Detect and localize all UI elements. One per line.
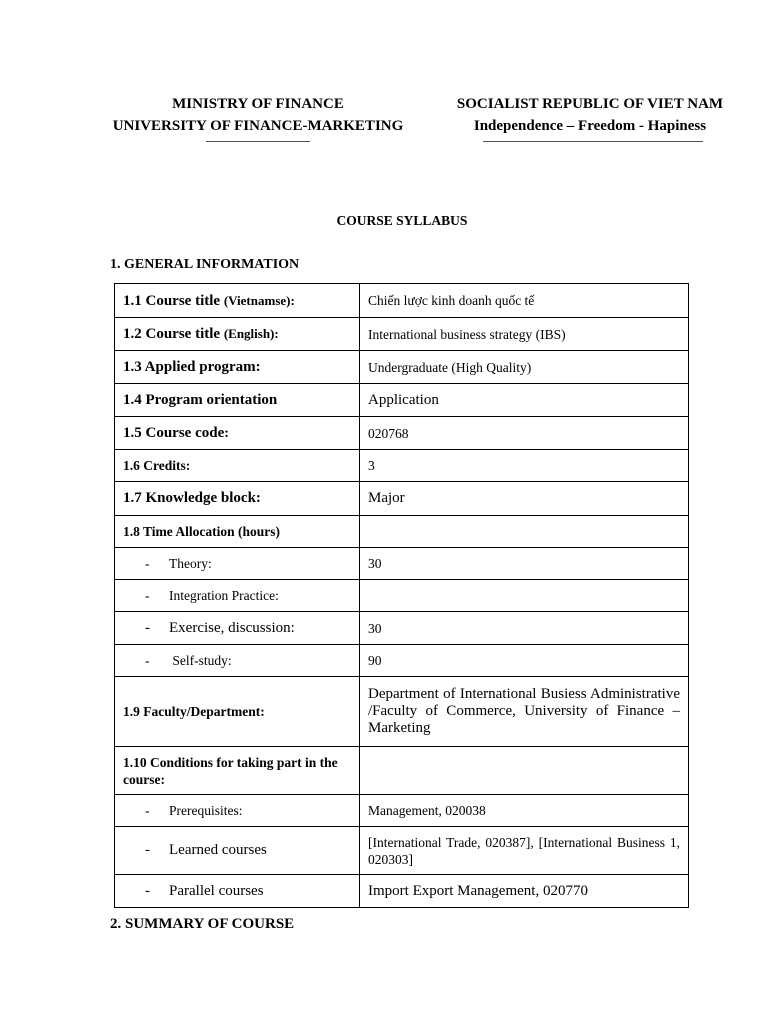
republic-header	[436, 93, 744, 137]
row-value: 30	[360, 612, 689, 645]
table-row	[115, 795, 689, 827]
left-header-underline	[206, 141, 310, 142]
republic-name: SOCIALIST REPUBLIC OF VIET NAM	[456, 96, 724, 112]
row-label: 1.8 Time Allocation (hours)	[115, 516, 360, 548]
row-value	[360, 516, 689, 548]
table-row	[115, 548, 689, 580]
table-row	[115, 747, 689, 795]
row-value: 30	[360, 548, 689, 580]
row-value: 90	[360, 645, 689, 677]
row-value: Chiến lược kinh doanh quốc tế	[360, 284, 689, 318]
row-label: 1.2 Course title (English):	[115, 318, 360, 351]
republic-motto: Independence – Freedom - Hapiness	[473, 118, 707, 134]
table-row	[115, 677, 689, 747]
document-title: COURSE SYLLABUS	[336, 213, 468, 228]
row-label: - Learned courses	[115, 827, 360, 875]
row-value	[360, 747, 689, 795]
table-row	[115, 482, 689, 516]
row-label: 1.10 Conditions for taking part in the course:	[115, 747, 360, 795]
row-label: - Integration Practice:	[115, 580, 360, 612]
row-value: [International Trade, 020387], [International Business 1, 020303]	[360, 827, 689, 875]
row-value: Management, 020038	[360, 795, 689, 827]
table-row	[115, 827, 689, 875]
row-label: - Theory:	[115, 548, 360, 580]
row-label: - Self-study:	[115, 645, 360, 677]
table-row	[115, 417, 689, 450]
table-row	[115, 645, 689, 677]
row-value: 3	[360, 450, 689, 482]
table-row	[115, 612, 689, 645]
row-value: Application	[360, 384, 689, 417]
table-row	[115, 516, 689, 548]
table-row	[115, 875, 689, 908]
table-row	[115, 351, 689, 384]
row-label: - Parallel courses	[115, 875, 360, 908]
table-row	[115, 384, 689, 417]
table-row	[115, 580, 689, 612]
row-value: International business strategy (IBS)	[360, 318, 689, 351]
row-value: Major	[360, 482, 689, 516]
table-row	[115, 450, 689, 482]
ministry-header	[90, 93, 426, 137]
section-heading-general-information: 1. GENERAL INFORMATION	[110, 257, 300, 272]
row-label: 1.4 Program orientation	[115, 384, 360, 417]
row-label: - Prerequisites:	[115, 795, 360, 827]
row-value: Import Export Management, 020770	[360, 875, 689, 908]
row-label: 1.6 Credits:	[115, 450, 360, 482]
row-label: 1.7 Knowledge block:	[115, 482, 360, 516]
university-name: UNIVERSITY OF FINANCE-MARKETING	[112, 118, 404, 134]
row-label: 1.5 Course code:	[115, 417, 360, 450]
section-heading-summary-of-course: 2. SUMMARY OF COURSE	[110, 916, 295, 932]
table-row	[115, 318, 689, 351]
row-value: Department of International Busiess Administrative /Faculty of Commerce, University of Finance – Marketing	[360, 677, 689, 747]
ministry-name: MINISTRY OF FINANCE	[172, 96, 344, 112]
right-header-underline	[483, 141, 703, 142]
row-label: 1.1 Course title (Vietnamse):	[115, 284, 360, 318]
general-information-table	[114, 283, 689, 908]
row-value: Undergraduate (High Quality)	[360, 351, 689, 384]
row-label: 1.3 Applied program:	[115, 351, 360, 384]
row-label: - Exercise, discussion:	[115, 612, 360, 645]
row-label: 1.9 Faculty/Department:	[115, 677, 360, 747]
row-value: 020768	[360, 417, 689, 450]
row-value	[360, 580, 689, 612]
table-row	[115, 284, 689, 318]
